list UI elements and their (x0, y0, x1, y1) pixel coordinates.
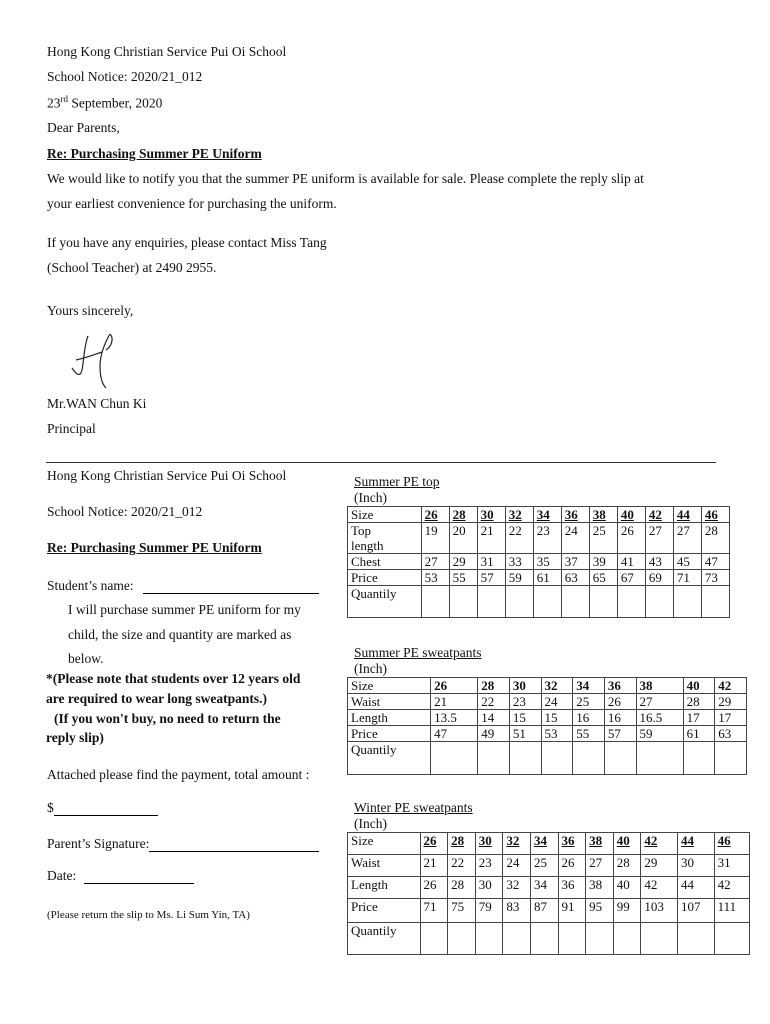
table-row (348, 833, 750, 855)
purchase-line-3: below. (68, 651, 104, 666)
table-row (348, 855, 750, 877)
quantity-input-cell[interactable] (421, 586, 449, 618)
chest-cell: 47 (701, 554, 729, 570)
chest-cell: 31 (477, 554, 505, 570)
table-row (348, 678, 747, 694)
quantity-input-cell[interactable] (477, 586, 505, 618)
length-cell: 36 (558, 877, 586, 899)
winter-pants-table (347, 832, 750, 955)
length-cell: 28 (448, 877, 476, 899)
waist-label: Waist (348, 694, 431, 710)
slip-notice-number: School Notice: 2020/21_012 (47, 504, 203, 519)
top-table-unit: (Inch) (354, 490, 387, 505)
length-cell: 25 (589, 523, 617, 554)
quantity-input-cell[interactable] (617, 586, 645, 618)
size-cell: 30 (477, 507, 505, 523)
quantity-input-cell[interactable] (541, 742, 573, 775)
length-cell: 24 (561, 523, 589, 554)
size-cell: 32 (503, 833, 531, 855)
table-row (348, 710, 747, 726)
length-cell: 21 (477, 523, 505, 554)
length-cell: 15 (541, 710, 573, 726)
length-cell: 20 (449, 523, 477, 554)
quantity-input-cell[interactable] (589, 586, 617, 618)
size-cell: 34 (533, 507, 561, 523)
quantity-input-cell[interactable] (420, 923, 448, 955)
amount-field[interactable] (47, 800, 158, 816)
chest-cell: 41 (617, 554, 645, 570)
waist-cell: 21 (431, 694, 478, 710)
price-cell: 59 (505, 570, 533, 586)
chest-cell: 35 (533, 554, 561, 570)
price-cell: 83 (503, 899, 531, 923)
quantity-input-cell[interactable] (503, 923, 531, 955)
waist-cell: 24 (541, 694, 573, 710)
quantity-input-cell[interactable] (673, 586, 701, 618)
summer-top-table (347, 506, 730, 618)
price-cell: 69 (645, 570, 673, 586)
price-cell: 107 (677, 899, 714, 923)
notice-date: 23rd September, 2020 (47, 94, 163, 111)
price-cell: 55 (449, 570, 477, 586)
size-cell: 36 (561, 507, 589, 523)
waist-cell: 31 (714, 855, 749, 877)
size-cell: 38 (589, 507, 617, 523)
length-label: Length (348, 877, 421, 899)
waist-cell: 27 (586, 855, 614, 877)
waist-cell: 23 (475, 855, 503, 877)
price-cell: 49 (478, 726, 510, 742)
size-cell: 34 (573, 678, 605, 694)
size-cell: 32 (541, 678, 573, 694)
quantity-input-cell[interactable] (604, 742, 636, 775)
purchase-line-2: child, the size and quantity are marked as (68, 627, 292, 642)
size-cell: 42 (715, 678, 747, 694)
waist-cell: 23 (509, 694, 541, 710)
waist-cell: 28 (683, 694, 715, 710)
table-row (348, 570, 730, 586)
date-label: Date: (47, 868, 77, 883)
waist-cell: 26 (558, 855, 586, 877)
size-cell: 46 (714, 833, 749, 855)
price-cell: 59 (636, 726, 683, 742)
size-cell: 40 (683, 678, 715, 694)
quantity-input-cell[interactable] (448, 923, 476, 955)
price-cell: 91 (558, 899, 586, 923)
summer-pants-table (347, 677, 747, 775)
price-cell: 63 (715, 726, 747, 742)
size-cell: 38 (586, 833, 614, 855)
size-cell: 38 (636, 678, 683, 694)
student-name-label: Student’s name: (47, 578, 134, 593)
length-cell: 19 (421, 523, 449, 554)
size-cell: 36 (558, 833, 586, 855)
length-cell: 26 (617, 523, 645, 554)
waist-label: Waist (348, 855, 421, 877)
table-row (348, 877, 750, 899)
signer-title: Principal (47, 421, 96, 436)
price-cell: 75 (448, 899, 476, 923)
enquiry-line-2: (School Teacher) at 2490 2955. (47, 260, 217, 275)
length-cell: 16.5 (636, 710, 683, 726)
size-label: Size (348, 678, 431, 694)
quantity-input-cell[interactable] (645, 586, 673, 618)
closing: Yours sincerely, (47, 303, 134, 318)
salutation: Dear Parents, (47, 120, 120, 135)
size-cell: 28 (448, 833, 476, 855)
length-cell: 16 (573, 710, 605, 726)
chest-cell: 45 (673, 554, 701, 570)
date-field[interactable] (47, 868, 194, 884)
signer-name: Mr.WAN Chun Ki (47, 396, 147, 411)
date-blank[interactable] (84, 883, 194, 884)
quantity-input-cell[interactable] (586, 923, 614, 955)
table-row (348, 586, 730, 618)
parent-signature-label: Parent’s Signature: (47, 836, 150, 851)
price-cell: 73 (701, 570, 729, 586)
length-cell: 13.5 (431, 710, 478, 726)
waist-cell: 25 (530, 855, 558, 877)
price-cell: 111 (714, 899, 749, 923)
quantity-label: Quantily (348, 586, 422, 618)
chest-cell: 43 (645, 554, 673, 570)
quantity-input-cell[interactable] (431, 742, 478, 775)
quantity-input-cell[interactable] (613, 923, 641, 955)
table-row (348, 923, 750, 955)
size-cell: 40 (617, 507, 645, 523)
chest-cell: 33 (505, 554, 533, 570)
price-cell: 71 (673, 570, 701, 586)
length-cell: 40 (613, 877, 641, 899)
length-cell: 22 (505, 523, 533, 554)
quantity-input-cell[interactable] (505, 586, 533, 618)
price-label: Price (348, 899, 421, 923)
quantity-input-cell[interactable] (715, 742, 747, 775)
length-cell: 27 (673, 523, 701, 554)
summer-pants-title: Summer PE sweatpants (354, 645, 482, 660)
quantity-input-cell[interactable] (573, 742, 605, 775)
price-cell: 95 (586, 899, 614, 923)
note-line-2: are required to wear long sweatpants.) (46, 691, 267, 706)
size-cell: 28 (449, 507, 477, 523)
size-cell: 42 (641, 833, 678, 855)
waist-cell: 22 (478, 694, 510, 710)
size-cell: 44 (673, 507, 701, 523)
waist-cell: 25 (573, 694, 605, 710)
note-line-1: *(Please note that students over 12 years old (46, 671, 301, 686)
parent-signature-field[interactable] (47, 836, 319, 852)
price-cell: 99 (613, 899, 641, 923)
waist-cell: 29 (715, 694, 747, 710)
quantity-input-cell[interactable] (683, 742, 715, 775)
size-cell: 26 (431, 678, 478, 694)
body-line-1: We would like to notify you that the summer PE uniform is available for sale. Please complete the reply slip at (47, 171, 644, 186)
quantity-input-cell[interactable] (641, 923, 678, 955)
chest-cell: 37 (561, 554, 589, 570)
quantity-input-cell[interactable] (478, 742, 510, 775)
notice-number: School Notice: 2020/21_012 (47, 69, 203, 84)
top-length-label: Top length (348, 523, 422, 554)
quantity-input-cell[interactable] (561, 586, 589, 618)
size-cell: 26 (421, 507, 449, 523)
chest-cell: 39 (589, 554, 617, 570)
quantity-input-cell[interactable] (533, 586, 561, 618)
price-cell: 71 (420, 899, 448, 923)
price-cell: 63 (561, 570, 589, 586)
amount-label: $ (47, 800, 54, 815)
length-cell: 17 (715, 710, 747, 726)
size-cell: 40 (613, 833, 641, 855)
table-row (348, 726, 747, 742)
size-cell: 36 (604, 678, 636, 694)
size-cell: 26 (420, 833, 448, 855)
quantity-input-cell[interactable] (530, 923, 558, 955)
slip-subject: Re: Purchasing Summer PE Uniform (47, 540, 262, 555)
quantity-label: Quantily (348, 923, 421, 955)
waist-cell: 24 (503, 855, 531, 877)
parent-signature-blank[interactable] (149, 851, 319, 852)
purchase-line-1: I will purchase summer PE uniform for my (68, 602, 301, 617)
chest-label: Chest (348, 554, 422, 570)
quantity-input-cell[interactable] (475, 923, 503, 955)
quantity-label: Quantily (348, 742, 431, 775)
size-cell: 42 (645, 507, 673, 523)
price-label: Price (348, 726, 431, 742)
note-line-3: (If you won't buy, no need to return the (54, 711, 281, 726)
length-cell: 16 (604, 710, 636, 726)
length-cell: 17 (683, 710, 715, 726)
waist-cell: 27 (636, 694, 683, 710)
quantity-input-cell[interactable] (509, 742, 541, 775)
student-name-field[interactable] (47, 578, 319, 594)
student-name-blank[interactable] (143, 593, 319, 594)
length-cell: 44 (677, 877, 714, 899)
waist-cell: 21 (420, 855, 448, 877)
waist-cell: 28 (613, 855, 641, 877)
winter-pants-title: Winter PE sweatpants (354, 800, 473, 815)
length-cell: 34 (530, 877, 558, 899)
quantity-input-cell[interactable] (677, 923, 714, 955)
return-note: (Please return the slip to Ms. Li Sum Yin, TA) (47, 909, 250, 921)
length-cell: 27 (645, 523, 673, 554)
waist-cell: 26 (604, 694, 636, 710)
price-cell: 53 (541, 726, 573, 742)
winter-pants-unit: (Inch) (354, 816, 387, 831)
price-cell: 57 (604, 726, 636, 742)
table-row (348, 554, 730, 570)
waist-cell: 30 (677, 855, 714, 877)
length-cell: 30 (475, 877, 503, 899)
quantity-input-cell[interactable] (701, 586, 729, 618)
price-cell: 87 (530, 899, 558, 923)
length-cell: 42 (641, 877, 678, 899)
size-cell: 44 (677, 833, 714, 855)
size-label: Size (348, 833, 421, 855)
quantity-input-cell[interactable] (449, 586, 477, 618)
price-label: Price (348, 570, 422, 586)
price-cell: 61 (533, 570, 561, 586)
price-cell: 67 (617, 570, 645, 586)
slip-school-name: Hong Kong Christian Service Pui Oi School (47, 468, 287, 483)
quantity-input-cell[interactable] (714, 923, 749, 955)
length-cell: 15 (509, 710, 541, 726)
length-cell: 38 (586, 877, 614, 899)
length-cell: 23 (533, 523, 561, 554)
length-label: Length (348, 710, 431, 726)
top-table-title: Summer PE top (354, 474, 440, 489)
table-row (348, 742, 747, 775)
length-cell: 28 (701, 523, 729, 554)
notice-subject: Re: Purchasing Summer PE Uniform (47, 146, 262, 161)
table-row (348, 694, 747, 710)
price-cell: 47 (431, 726, 478, 742)
price-cell: 65 (589, 570, 617, 586)
waist-cell: 22 (448, 855, 476, 877)
size-label: Size (348, 507, 422, 523)
summer-pants-unit: (Inch) (354, 661, 387, 676)
note-line-4: reply slip) (46, 730, 104, 745)
price-cell: 51 (509, 726, 541, 742)
length-cell: 14 (478, 710, 510, 726)
chest-cell: 29 (449, 554, 477, 570)
body-line-2: your earliest convenience for purchasing the uniform. (47, 196, 337, 211)
table-row (348, 523, 730, 554)
notice-school-name: Hong Kong Christian Service Pui Oi School (47, 44, 287, 59)
length-cell: 26 (420, 877, 448, 899)
price-cell: 53 (421, 570, 449, 586)
size-cell: 32 (505, 507, 533, 523)
chest-cell: 27 (421, 554, 449, 570)
cut-line (46, 462, 716, 463)
quantity-input-cell[interactable] (636, 742, 683, 775)
price-cell: 55 (573, 726, 605, 742)
payment-label: Attached please find the payment, total amount : (47, 767, 310, 782)
price-cell: 57 (477, 570, 505, 586)
principal-signature (66, 330, 126, 396)
price-cell: 61 (683, 726, 715, 742)
enquiry-line-1: If you have any enquiries, please contact Miss Tang (47, 235, 327, 250)
table-row (348, 507, 730, 523)
size-cell: 28 (478, 678, 510, 694)
length-cell: 32 (503, 877, 531, 899)
price-cell: 79 (475, 899, 503, 923)
waist-cell: 29 (641, 855, 678, 877)
size-cell: 30 (509, 678, 541, 694)
table-row (348, 899, 750, 923)
amount-blank[interactable] (54, 815, 158, 816)
length-cell: 42 (714, 877, 749, 899)
size-cell: 30 (475, 833, 503, 855)
size-cell: 46 (701, 507, 729, 523)
price-cell: 103 (641, 899, 678, 923)
size-cell: 34 (530, 833, 558, 855)
quantity-input-cell[interactable] (558, 923, 586, 955)
